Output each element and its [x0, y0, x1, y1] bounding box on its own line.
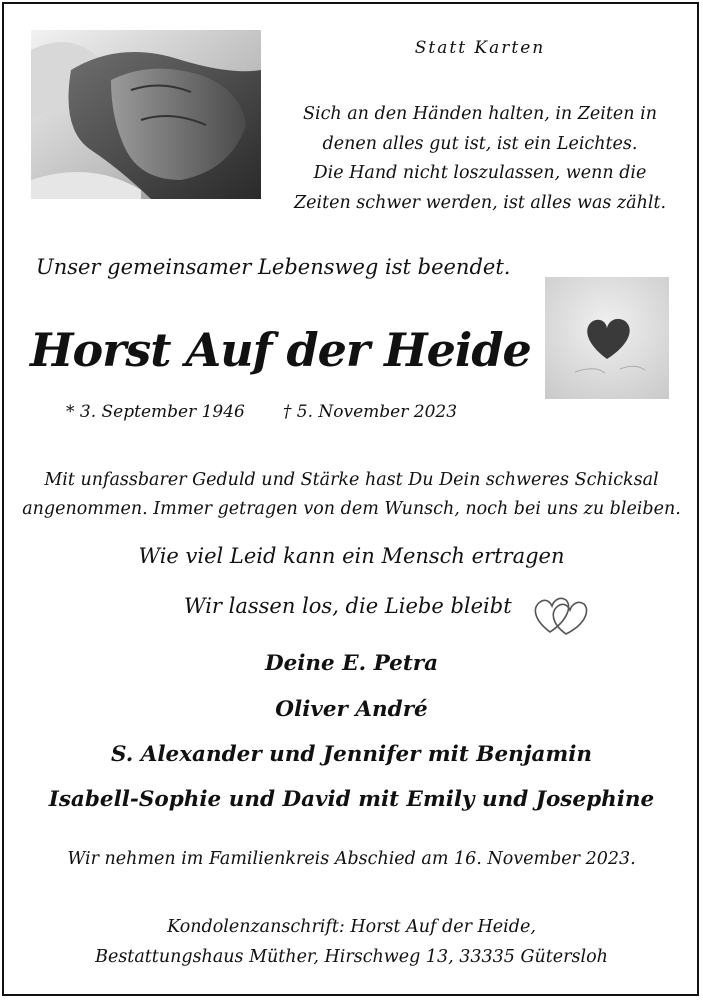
tribute-text: [10, 466, 693, 524]
farewell-note: Wir nehmen im Familienkreis Abschied am 16. November 2023.: [67, 849, 636, 869]
condolence-address: [10, 912, 693, 972]
family-member: Isabell-Sophie und David mit Emily und Josephine: [48, 787, 655, 812]
poem: [270, 100, 690, 218]
family-member: S. Alexander und Jennifer mit Benjamin: [110, 742, 593, 767]
leid-line: Wie viel Leid kann ein Mensch ertragen: [138, 544, 565, 568]
poem-line: denen alles gut ist, ist ein Leichtes.: [322, 133, 638, 154]
two-hearts-icon: [528, 588, 592, 640]
deceased-name: Horst Auf der Heide: [30, 323, 531, 377]
poem-line: Zeiten schwer werden, ist alles was zählt.: [293, 192, 667, 213]
birth-date: * 3. September 1946: [66, 402, 245, 422]
heart-in-snow-photo: [545, 277, 669, 399]
tribute-line: Mit unfassbarer Geduld und Stärke hast Du Dein schweres Schicksal: [44, 470, 659, 490]
poem-line: Die Hand nicht loszulassen, wenn die: [313, 163, 647, 183]
intro-line: Unser gemeinsamer Lebensweg ist beendet.: [36, 255, 511, 279]
los-line: Wir lassen los, die Liebe bleibt: [184, 594, 512, 618]
death-date: † 5. November 2023: [282, 402, 458, 422]
statt-karten-label: Statt Karten: [414, 38, 546, 58]
family-member: Deine E. Petra: [264, 651, 439, 676]
poem-line: Sich an den Händen halten, in Zeiten in: [303, 104, 657, 124]
tribute-line: angenommen. Immer getragen von dem Wunsch, noch bei uns zu bleiben.: [22, 499, 681, 519]
life-dates: [66, 402, 457, 422]
condolence-line: Bestattungshaus Müther, Hirschweg 13, 33335 Gütersloh: [95, 947, 608, 967]
holding-hands-photo: [31, 30, 261, 199]
family-member: Oliver André: [275, 697, 428, 722]
condolence-line: Kondolenzanschrift: Horst Auf der Heide,: [167, 917, 536, 937]
